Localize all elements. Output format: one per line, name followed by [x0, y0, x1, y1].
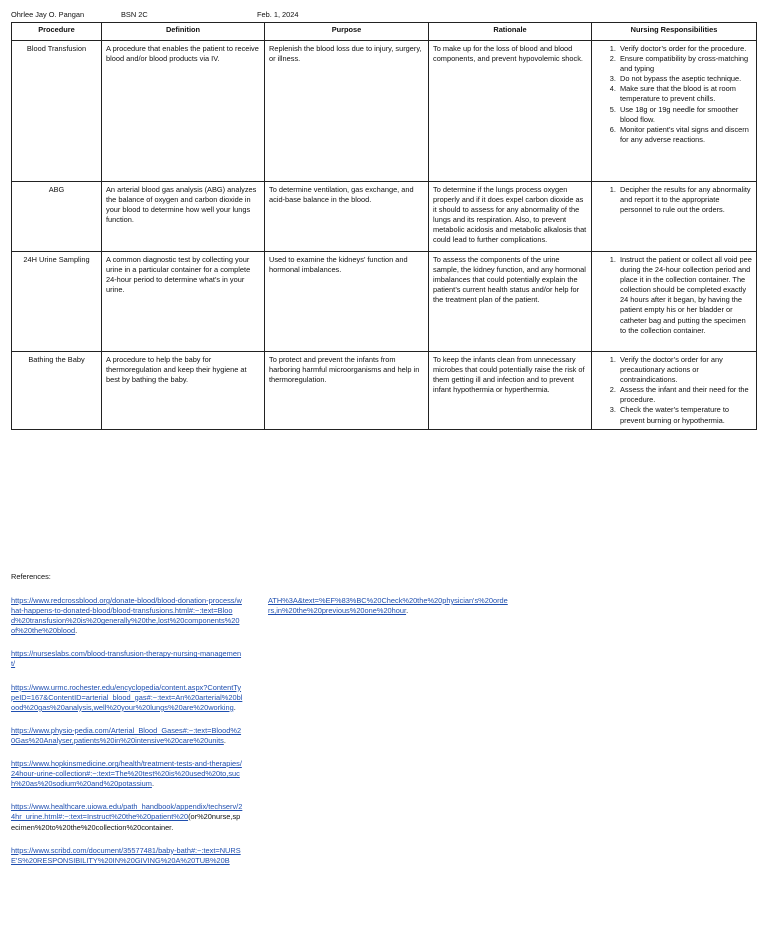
- references-heading: References:: [11, 572, 51, 581]
- reference-link[interactable]: https://nurseslabs.com/blood-transfusion-therapy-nursing-management/: [11, 649, 242, 669]
- responsibilities-cell: [592, 41, 757, 182]
- procedure-cell: Bathing the Baby: [12, 352, 102, 430]
- list-item: 5. Use 18g or 19g needle for smoother blood flow.: [618, 105, 752, 125]
- reference-link[interactable]: ATH%3A&text=%EF%83%BC%20Check%20the%20physician's%20orders,in%20the%20previous%20one%20hour: [268, 596, 508, 616]
- definition-cell: An arterial blood gas analysis (ABG) analyzes the balance of oxygen and carbon dioxide in your blood to determine how well your lungs function.: [102, 182, 265, 252]
- document-header: [11, 10, 751, 21]
- column-header: Procedure: [12, 23, 102, 41]
- procedure-cell: 24H Urine Sampling: [12, 252, 102, 352]
- table-row: [12, 352, 757, 430]
- reference-item: [11, 759, 243, 789]
- reference-link[interactable]: https://www.hopkinsmedicine.org/health/treatment-tests-and-therapies/24hour-urine-collection#:~:text=The%20test%20is%20used%20to,such%20as%20sodium%20and%20potassium: [11, 759, 242, 789]
- list-item: 3. Do not bypass the aseptic technique.: [618, 74, 752, 84]
- purpose-cell: Used to examine the kidneys’ function and hormonal imbalances.: [265, 252, 429, 352]
- reference-item: [11, 726, 243, 746]
- definition-cell: A procedure to help the baby for thermoregulation and keep their hygiene at best by bathing the baby.: [102, 352, 265, 430]
- reference-link[interactable]: https://www.redcrossblood.org/donate-blood/blood-donation-process/what-happens-to-donated-blood/blood-transfusions.html#:~:text=Blood%20transfusion%20is%20generally%20the,lost%20components%20of%20the%20blood: [11, 596, 242, 636]
- column-header: Purpose: [265, 23, 429, 41]
- reference-tail: .: [233, 702, 236, 712]
- responsibilities-list: [596, 44, 752, 145]
- table-header-row: [12, 23, 757, 41]
- reference-item: [11, 683, 243, 713]
- section-label: BSN 2C: [121, 10, 148, 19]
- rationale-cell: To keep the infants clean from unnecessary microbes that could potentially raise the risk of them getting ill and infection and to prevent infant hypothermia or hyperthermia.: [429, 352, 592, 430]
- list-item: 1. Decipher the results for any abnormality and report it to the appropriate personnel to rule out the orders.: [618, 185, 752, 215]
- list-item: 3. Check the water’s temperature to prevent burning or hypothermia.: [618, 405, 752, 425]
- list-item: 4. Make sure that the blood is at room temperature to prevent chills.: [618, 84, 752, 104]
- column-header: Nursing Responsibilities: [592, 23, 757, 41]
- reference-link[interactable]: https://www.healthcare.uiowa.edu/path_handbook/appendix/techserv/24hr_urine.html#:~:text=Instruct%20the%20patient%20: [11, 802, 243, 822]
- reference-tail: .: [406, 606, 409, 616]
- column-header: Rationale: [429, 23, 592, 41]
- reference-tail: .: [151, 779, 154, 789]
- list-item: 6. Monitor patient’s vital signs and discern for any adverse reactions.: [618, 125, 752, 145]
- reference-link[interactable]: https://www.physio-pedia.com/Arterial_Blood_Gases#:~:text=Blood%20Gas%20Analyser,patients%20in%20intensive%20care%20units: [11, 725, 242, 745]
- reference-link[interactable]: https://www.urmc.rochester.edu/encyclopedia/content.aspx?ContentTypeID=167&ContentID=arterial_blood_gas#:~:text=An%20arterial%20blood%20gas%20analysis,well%20your%20lungs%20are%20working: [11, 682, 243, 712]
- responsibilities-list: [596, 355, 752, 426]
- purpose-cell: To protect and prevent the infants from harboring harmful microorganisms and help in thermoregulation.: [265, 352, 429, 430]
- table-row: [12, 252, 757, 352]
- list-item: 1. Verify doctor’s order for the procedure.: [618, 44, 752, 54]
- responsibilities-list: [596, 255, 752, 336]
- reference-item: [11, 802, 243, 832]
- list-item: 2. Assess the infant and their need for the procedure.: [618, 385, 752, 405]
- reference-tail: .: [75, 626, 78, 636]
- procedure-cell: Blood Transfusion: [12, 41, 102, 182]
- responsibilities-cell: [592, 182, 757, 252]
- responsibilities-cell: [592, 252, 757, 352]
- table-row: [12, 182, 757, 252]
- column-header: Definition: [102, 23, 265, 41]
- responsibilities-list: [596, 185, 752, 215]
- reference-item: [11, 596, 243, 636]
- list-item: 1. Verify the doctor’s order for any precautionary actions or contraindications.: [618, 355, 752, 385]
- responsibilities-cell: [592, 352, 757, 430]
- list-item: 1. Instruct the patient or collect all void pee during the 24-hour collection period and place it in the collection container. The collection should be completed exactly 24 hours after it began, by having the patient empty his or her bladder or catheter bag and putting the specimen to the collection container.: [618, 255, 752, 336]
- purpose-cell: Replenish the blood loss due to injury, surgery, or illness.: [265, 41, 429, 182]
- reference-tail: .: [223, 735, 226, 745]
- student-name: Ohrlee Jay O. Pangan: [11, 10, 85, 19]
- reference-item: [11, 846, 243, 866]
- purpose-cell: To determine ventilation, gas exchange, and acid-base balance in the blood.: [265, 182, 429, 252]
- references-column-left: [11, 596, 243, 879]
- reference-item: [11, 649, 243, 669]
- list-item: 2. Ensure compatibility by cross-matching and typing: [618, 54, 752, 74]
- reference-item: [268, 596, 508, 616]
- table-row: [12, 41, 757, 182]
- definition-cell: A common diagnostic test by collecting your urine in a particular container for a complete 24-hour period to determine what’s in your urine.: [102, 252, 265, 352]
- procedure-cell: ABG: [12, 182, 102, 252]
- references-column-right: [268, 596, 508, 629]
- reference-tail: (or%20nurse,specimen%20to%20the%20collection%20container.: [11, 812, 241, 832]
- procedures-table: [11, 22, 757, 430]
- definition-cell: A procedure that enables the patient to receive blood and/or blood products via IV.: [102, 41, 265, 182]
- rationale-cell: To make up for the loss of blood and blood components, and prevent hypovolemic shock.: [429, 41, 592, 182]
- reference-link[interactable]: https://www.scribd.com/document/35577481/baby-bath#:~:text=NURSE'S%20RESPONSIBILITY%20IN%20GIVING%20A%20TUB%20B: [11, 845, 241, 865]
- rationale-cell: To assess the components of the urine sample, the kidney function, and any hormonal imbalances that could potentially explain the patient’s current health status and/or help for the treatment plan of the patient.: [429, 252, 592, 352]
- date-label: Feb. 1, 2024: [257, 10, 299, 19]
- rationale-cell: To determine if the lungs process oxygen properly and if it does expel carbon dioxide as it should to assess for any abnormality of the lungs and its respiration. Also, to prevent metabolic acidosis and metabolic alkalosis that could lead to further complications.: [429, 182, 592, 252]
